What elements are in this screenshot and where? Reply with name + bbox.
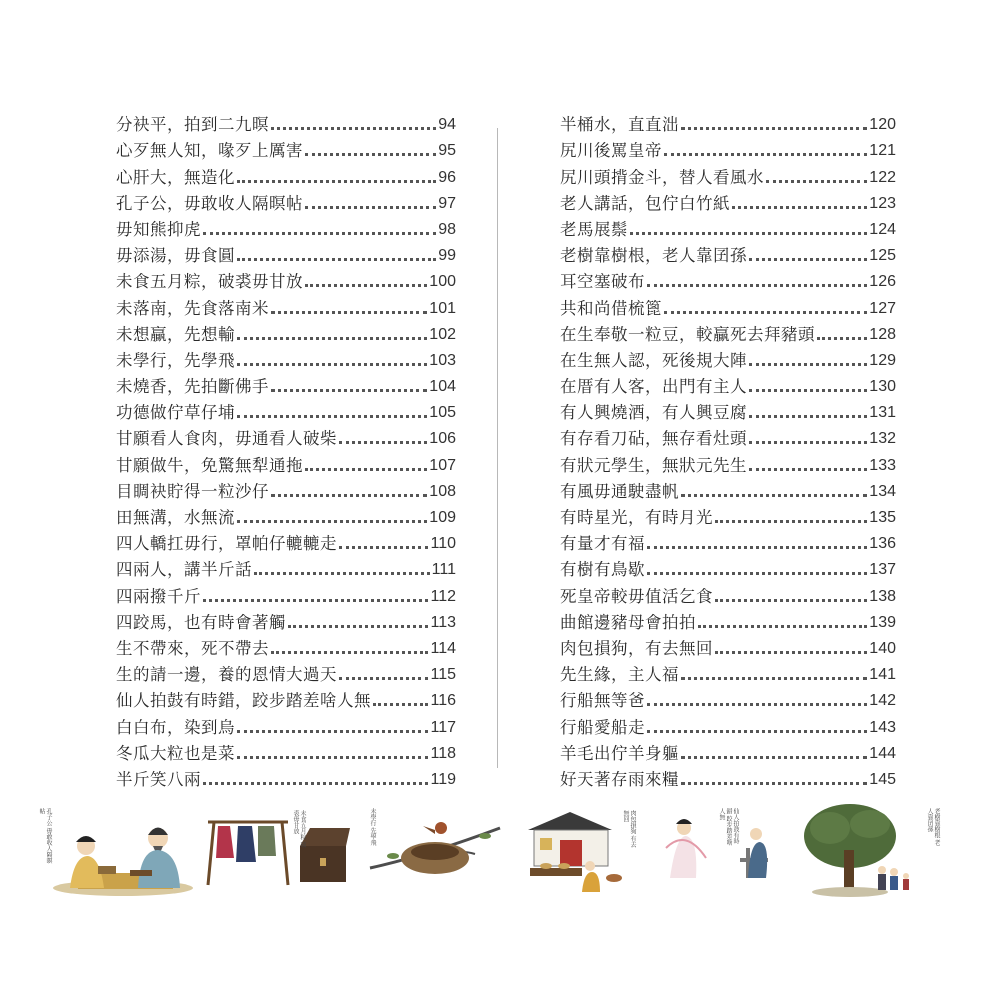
toc-entry xyxy=(116,189,456,215)
toc-page-number: 123 xyxy=(869,194,896,212)
toc-dot-leader xyxy=(339,441,427,444)
toc-page-number: 112 xyxy=(430,587,456,605)
toc-page-number: 127 xyxy=(869,299,896,317)
toc-dot-leader xyxy=(749,389,867,392)
toc-dot-leader xyxy=(237,520,427,523)
toc-page-number: 139 xyxy=(869,613,896,631)
toc-entry-title: 仙人拍鼓有時錯，跤步踏差啥人無 xyxy=(116,691,371,711)
illustration-market xyxy=(520,806,650,896)
toc-entry-title: 在生無人認，死後規大陣 xyxy=(560,350,747,370)
toc-entry-title: 四兩撥千斤 xyxy=(116,586,201,606)
toc-entry xyxy=(560,293,896,319)
toc-entry-title: 有存看刀砧，無存看灶頭 xyxy=(560,429,747,449)
toc-dot-leader xyxy=(647,703,867,706)
toc-page-number: 108 xyxy=(429,482,456,500)
toc-entry-title: 在生奉敬一粒豆，較贏死去拜豬頭 xyxy=(560,324,815,344)
toc-dot-leader xyxy=(817,337,867,340)
toc-entry xyxy=(116,293,456,319)
toc-dot-leader xyxy=(749,363,867,366)
toc-dot-leader xyxy=(664,153,867,156)
toc-entry xyxy=(116,398,456,424)
toc-entry-title: 曲館邊豬母會拍拍 xyxy=(560,612,696,632)
toc-dot-leader xyxy=(715,599,867,602)
toc-page-number: 128 xyxy=(869,325,896,343)
toc-entry xyxy=(560,189,896,215)
toc-entry xyxy=(560,634,896,660)
toc-dot-leader xyxy=(766,180,867,183)
toc-entry xyxy=(560,424,896,450)
toc-dot-leader xyxy=(237,363,427,366)
toc-entry xyxy=(116,450,456,476)
toc-entry-title: 尻川後罵皇帝 xyxy=(560,141,662,161)
toc-entry-title: 好天著存雨來糧 xyxy=(560,769,679,789)
toc-dot-leader xyxy=(373,703,428,706)
toc-entry xyxy=(560,241,896,267)
toc-page-number: 142 xyxy=(869,692,896,710)
toc-dot-leader xyxy=(647,572,867,575)
toc-dot-leader xyxy=(271,127,436,130)
illustration-clothes xyxy=(200,810,360,895)
toc-page-number: 116 xyxy=(430,692,456,710)
toc-dot-leader xyxy=(647,546,867,549)
toc-entry-title: 有人興燒酒，有人興豆腐 xyxy=(560,403,747,423)
toc-dot-leader xyxy=(681,494,867,497)
caption-confucius: 孔子公 毋敢收人隔暝帖 xyxy=(38,808,52,864)
toc-dot-leader xyxy=(237,180,436,183)
toc-entry-title: 心肝大，無造化 xyxy=(116,167,235,187)
confucius-scene-image xyxy=(38,808,198,898)
toc-entry-title: 四兩人，講半斤話 xyxy=(116,560,252,580)
toc-page-number: 98 xyxy=(438,220,456,238)
toc-entry xyxy=(116,660,456,686)
toc-entry xyxy=(116,215,456,241)
toc-entry-title: 半斤笑八兩 xyxy=(116,769,201,789)
toc-page-number: 99 xyxy=(438,247,456,265)
toc-entry-title: 冬瓜大粒也是菜 xyxy=(116,743,235,763)
toc-entry-title: 肉包損狗，有去無回 xyxy=(560,638,713,658)
toc-entry xyxy=(116,424,456,450)
toc-dot-leader xyxy=(271,389,427,392)
toc-dot-leader xyxy=(203,599,428,602)
toc-page-number: 144 xyxy=(869,744,896,762)
toc-page-number: 141 xyxy=(869,666,896,684)
toc-page-number: 129 xyxy=(869,351,896,369)
toc-page-number: 140 xyxy=(869,639,896,657)
toc-entry xyxy=(116,110,456,136)
toc-entry xyxy=(560,712,896,738)
toc-entry-title: 有狀元學生，無狀元先生 xyxy=(560,455,747,475)
toc-page-number: 130 xyxy=(869,378,896,396)
toc-entry-title: 死皇帝較毋值活乞食 xyxy=(560,586,713,606)
toc-dot-leader xyxy=(237,756,428,759)
toc-entry xyxy=(560,398,896,424)
toc-entry xyxy=(560,450,896,476)
toc-dot-leader xyxy=(237,258,436,261)
caption-fairy: 仙人拍鼓有時錯 跤步踏差啥人無 xyxy=(718,808,739,846)
illustration-tree xyxy=(800,800,960,900)
toc-entry xyxy=(560,372,896,398)
toc-entry-title: 有風毋通駛盡帆 xyxy=(560,481,679,501)
toc-dot-leader xyxy=(681,782,867,785)
toc-entry-title: 心歹無人知，喙歹上厲害 xyxy=(116,141,303,161)
toc-entry xyxy=(560,503,896,529)
toc-left-column xyxy=(116,110,456,791)
toc-page-number: 101 xyxy=(429,299,456,317)
toc-entry xyxy=(560,267,896,293)
toc-entry xyxy=(116,712,456,738)
toc-entry-title: 孔子公，毋敢收人隔暝帖 xyxy=(116,193,303,213)
toc-dot-leader xyxy=(305,468,427,471)
toc-page-number: 104 xyxy=(429,378,456,396)
toc-entry-title: 目睭袂貯得一粒沙仔 xyxy=(116,481,269,501)
toc-page-number: 95 xyxy=(438,142,456,160)
toc-entry-title: 有時星光，有時月光 xyxy=(560,508,713,527)
toc-entry-title: 白白布，染到烏 xyxy=(116,717,235,737)
toc-page-number: 137 xyxy=(869,561,896,579)
toc-entry-title: 有量才有福 xyxy=(560,534,645,554)
toc-dot-leader xyxy=(715,651,867,654)
bird-nest-image xyxy=(365,808,505,888)
toc-entry xyxy=(116,555,456,581)
illustration-fairy xyxy=(656,808,786,893)
toc-entry-title: 在厝有人客，出門有主人 xyxy=(560,377,747,397)
toc-entry-title: 羊毛出佇羊身軀 xyxy=(560,743,679,763)
toc-dot-leader xyxy=(749,258,867,261)
toc-entry-title: 四跤馬，也有時會著觸 xyxy=(116,612,286,632)
toc-entry xyxy=(116,162,456,188)
toc-entry xyxy=(116,765,456,791)
illustration-nest xyxy=(365,808,505,888)
caption-nest: 未學行 先學飛 xyxy=(369,808,376,846)
toc-entry-title: 未食五月粽，破裘毋甘放 xyxy=(116,272,303,292)
toc-entry xyxy=(560,660,896,686)
toc-entry xyxy=(560,215,896,241)
toc-entry xyxy=(116,372,456,398)
toc-entry xyxy=(116,346,456,372)
toc-entry xyxy=(116,477,456,503)
toc-entry xyxy=(560,346,896,372)
toc-dot-leader xyxy=(732,206,867,209)
toc-entry-title: 尻川頭揹金斗，替人看風水 xyxy=(560,167,764,187)
toc-page-number: 121 xyxy=(869,142,896,160)
caption-tree: 老樹靠樹根 老人靠囝孫 xyxy=(926,808,940,846)
toc-page-number: 103 xyxy=(429,351,456,369)
toc-entry-title: 耳空塞破布 xyxy=(560,272,645,292)
toc-dot-leader xyxy=(203,782,428,785)
toc-entry xyxy=(560,765,896,791)
toc-dot-leader xyxy=(749,441,867,444)
toc-page-number: 131 xyxy=(869,404,896,422)
toc-page-number: 110 xyxy=(430,535,456,553)
toc-dot-leader xyxy=(271,311,427,314)
toc-entry-title: 老馬展鬃 xyxy=(560,219,628,239)
toc-page-number: 133 xyxy=(869,456,896,474)
toc-entry xyxy=(116,634,456,660)
clothes-rack-image xyxy=(200,810,360,895)
column-divider xyxy=(497,128,498,768)
toc-entry-title: 未落南，先食落南米 xyxy=(116,298,269,318)
toc-dot-leader xyxy=(237,337,427,340)
toc-page-number: 94 xyxy=(438,116,456,134)
toc-entry xyxy=(560,608,896,634)
toc-page-number: 117 xyxy=(430,718,456,736)
toc-page-number: 106 xyxy=(429,430,456,448)
toc-page-number: 119 xyxy=(430,770,456,788)
toc-entry-title: 共和尚借梳篦 xyxy=(560,298,662,318)
toc-entry-title: 毋添湯，毋食圓 xyxy=(116,246,235,266)
toc-dot-leader xyxy=(681,756,867,759)
toc-page-number: 118 xyxy=(430,744,456,762)
toc-dot-leader xyxy=(681,677,867,680)
toc-dot-leader xyxy=(271,494,427,497)
toc-page-number: 102 xyxy=(429,325,456,343)
toc-entry xyxy=(116,241,456,267)
toc-page-number: 135 xyxy=(869,509,896,526)
toc-dot-leader xyxy=(339,677,428,680)
toc-entry-title: 老人講話，包佇白竹紙 xyxy=(560,193,730,213)
caption-market: 肉包損狗 有去無回 xyxy=(622,810,636,848)
toc-page-number: 125 xyxy=(869,247,896,265)
toc-page-number: 138 xyxy=(869,587,896,605)
toc-page-number: 97 xyxy=(438,194,456,212)
toc-entry-title: 四人轎扛毋行，罩帕仔轆轆走 xyxy=(116,534,337,554)
toc-entry xyxy=(560,110,896,136)
toc-entry-title: 行船無等爸 xyxy=(560,691,645,711)
toc-entry-title: 有樹有鳥歇 xyxy=(560,560,645,580)
toc-page-number: 145 xyxy=(869,770,896,788)
toc-entry xyxy=(560,477,896,503)
toc-entry xyxy=(116,136,456,162)
toc-entry-title: 分袂平，拍到二九暝 xyxy=(116,115,269,135)
toc-page-number: 105 xyxy=(429,404,456,422)
caption-clothes: 未食五月粽 破裘毋甘放 xyxy=(292,810,306,848)
toc-entry xyxy=(560,555,896,581)
toc-entry-title: 生不帶來，死不帶去 xyxy=(116,638,269,658)
toc-page-number: 122 xyxy=(869,168,896,186)
toc-entry xyxy=(560,162,896,188)
toc-entry xyxy=(560,686,896,712)
toc-entry xyxy=(116,581,456,607)
toc-entry xyxy=(116,320,456,346)
toc-entry-title: 老樹靠樹根，老人靠囝孫 xyxy=(560,246,747,266)
toc-page-number: 132 xyxy=(869,430,896,448)
toc-page-number: 120 xyxy=(869,116,896,134)
toc-dot-leader xyxy=(237,415,427,418)
illustration-confucius xyxy=(38,808,198,898)
toc-entry-title: 半桶水，直直泏 xyxy=(560,115,679,135)
toc-entry-title: 生的請一邊，養的恩情大過天 xyxy=(116,665,337,685)
toc-entry xyxy=(116,608,456,634)
toc-entry xyxy=(560,739,896,765)
toc-right-column xyxy=(560,110,896,791)
toc-page-number: 136 xyxy=(869,535,896,553)
toc-dot-leader xyxy=(305,206,436,209)
toc-page-number: 124 xyxy=(869,220,896,238)
toc-entry-title: 田無溝，水無流 xyxy=(116,508,235,527)
toc-entry xyxy=(560,320,896,346)
toc-dot-leader xyxy=(647,730,867,733)
toc-page-number: 107 xyxy=(429,456,456,474)
toc-entry xyxy=(560,581,896,607)
toc-dot-leader xyxy=(749,468,867,471)
toc-dot-leader xyxy=(254,572,430,575)
toc-entry xyxy=(116,503,456,529)
toc-dot-leader xyxy=(749,415,867,418)
toc-dot-leader xyxy=(305,284,427,287)
toc-dot-leader xyxy=(339,546,428,549)
toc-entry-title: 甘願做牛，免驚無犁通拖 xyxy=(116,455,303,475)
toc-page-number: 126 xyxy=(869,273,896,291)
toc-page-number: 100 xyxy=(429,273,456,291)
toc-dot-leader xyxy=(664,311,867,314)
toc-dot-leader xyxy=(681,127,867,130)
toc-entry xyxy=(560,136,896,162)
toc-dot-leader xyxy=(271,651,428,654)
toc-entry xyxy=(116,739,456,765)
toc-dot-leader xyxy=(630,232,867,235)
toc-entry-title: 甘願看人食肉，毋通看人破柴 xyxy=(116,429,337,449)
toc-page-number: 114 xyxy=(430,639,456,657)
toc-dot-leader xyxy=(203,232,436,235)
toc-entry-title: 功德做佇草仔埔 xyxy=(116,403,235,423)
toc-page-number: 111 xyxy=(431,561,456,579)
toc-entry xyxy=(560,529,896,555)
toc-dot-leader xyxy=(715,520,867,523)
toc-page-number: 96 xyxy=(438,168,456,186)
toc-entry-title: 未燒香，先拍斷佛手 xyxy=(116,377,269,397)
toc-entry-title: 毋知熊抑虎 xyxy=(116,219,201,239)
toc-page-number: 113 xyxy=(430,613,456,631)
toc-page-number: 109 xyxy=(429,509,456,526)
toc-entry-title: 先生緣，主人福 xyxy=(560,665,679,685)
toc-page-number: 143 xyxy=(869,718,896,736)
toc-entry xyxy=(116,686,456,712)
toc-dot-leader xyxy=(237,730,428,733)
toc-entry xyxy=(116,267,456,293)
toc-dot-leader xyxy=(288,625,428,628)
toc-entry xyxy=(116,529,456,555)
toc-entry-title: 未學行，先學飛 xyxy=(116,350,235,370)
toc-entry-title: 未想贏，先想輸 xyxy=(116,324,235,344)
toc-page-number: 115 xyxy=(430,666,456,684)
toc-dot-leader xyxy=(647,284,867,287)
toc-entry-title: 行船愛船走 xyxy=(560,717,645,737)
toc-dot-leader xyxy=(305,153,436,156)
toc-page-number: 134 xyxy=(869,482,896,500)
toc-dot-leader xyxy=(698,625,867,628)
